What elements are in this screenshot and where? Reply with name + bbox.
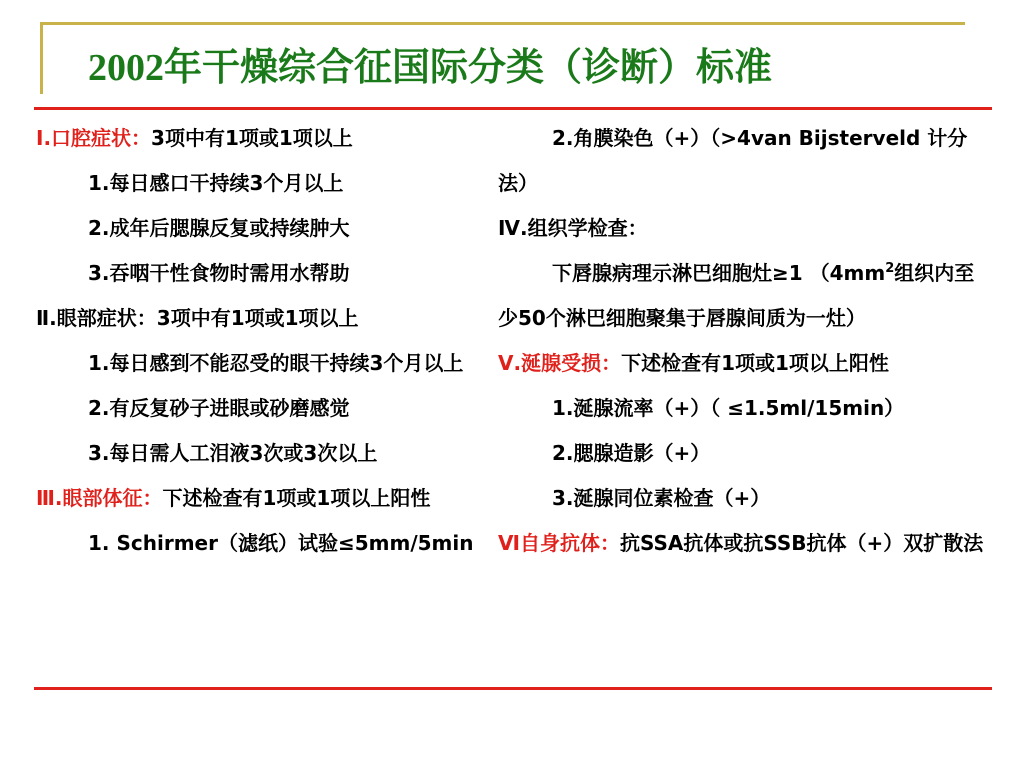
criterion-item: 2.角膜染色（+）（>4van Bijsterveld 计分法）	[498, 126, 968, 195]
section-salivary-damage	[498, 341, 988, 386]
section-oral-symptoms	[36, 116, 492, 161]
section-label: Ⅲ.眼部体征：	[36, 486, 163, 510]
section-eye-symptoms	[36, 296, 492, 341]
section-label: Ⅰ.口腔症状：	[36, 126, 152, 150]
section-text: 抗SSA抗体或抗SSB抗体（+）双扩散法	[619, 531, 984, 555]
criterion-item: 3.每日需人工泪液3次或3次以上	[88, 441, 378, 465]
histology-criterion	[498, 251, 988, 341]
section-text: 3项中有1项或1项以上	[151, 126, 353, 150]
right-column	[498, 116, 988, 566]
criterion-item: 2.成年后腮腺反复或持续肿大	[88, 216, 350, 240]
section-label: Ⅳ.组织学检查：	[498, 216, 648, 240]
criterion-item: 2.腮腺造影（+）	[552, 441, 711, 465]
section-eye-signs	[36, 476, 492, 521]
slide-title: 2002年干燥综合征国际分类（诊断）标准	[88, 47, 773, 89]
histology-text-post: 组织内至少50个淋巴细胞聚集于唇腺间质为一灶）	[498, 261, 975, 330]
criterion-item: 1.每日感到不能忍受的眼干持续3个月以上	[88, 351, 464, 375]
section-label: Ⅴ.涎腺受损：	[498, 351, 622, 375]
section-label: Ⅵ自身抗体：	[498, 531, 620, 555]
criterion-item: 1. Schirmer（滤纸）试验≤5mm/5min	[88, 531, 474, 555]
section-text: 下述检查有1项或1项以上阳性	[162, 486, 431, 510]
divider-bottom	[34, 687, 992, 690]
section-histology	[498, 206, 988, 251]
section-autoantibodies	[498, 521, 988, 566]
left-column	[36, 116, 492, 566]
section-label: Ⅱ.眼部症状：	[36, 306, 157, 330]
section-text: 3项中有1项或1项以上	[156, 306, 359, 330]
criterion-item: 1.每日感口干持续3个月以上	[88, 171, 344, 195]
histology-superscript: 2	[885, 261, 895, 276]
histology-text-pre: 下唇腺病理示淋巴细胞灶≥1 （4mm	[552, 261, 886, 285]
criterion-item: 2.有反复砂子进眼或砂磨感觉	[88, 396, 350, 420]
section-text: 下述检查有1项或1项以上阳性	[621, 351, 889, 375]
divider-top	[34, 107, 992, 110]
criterion-item: 1.涎腺流率（+）（ ≤1.5ml/15min）	[552, 396, 905, 420]
decorative-bracket-horizontal	[40, 22, 965, 25]
criterion-item: 3.涎腺同位素检查（+）	[552, 486, 771, 510]
criterion-item: 3.吞咽干性食物时需用水帮助	[88, 261, 350, 285]
decorative-bracket-vertical	[40, 22, 43, 94]
